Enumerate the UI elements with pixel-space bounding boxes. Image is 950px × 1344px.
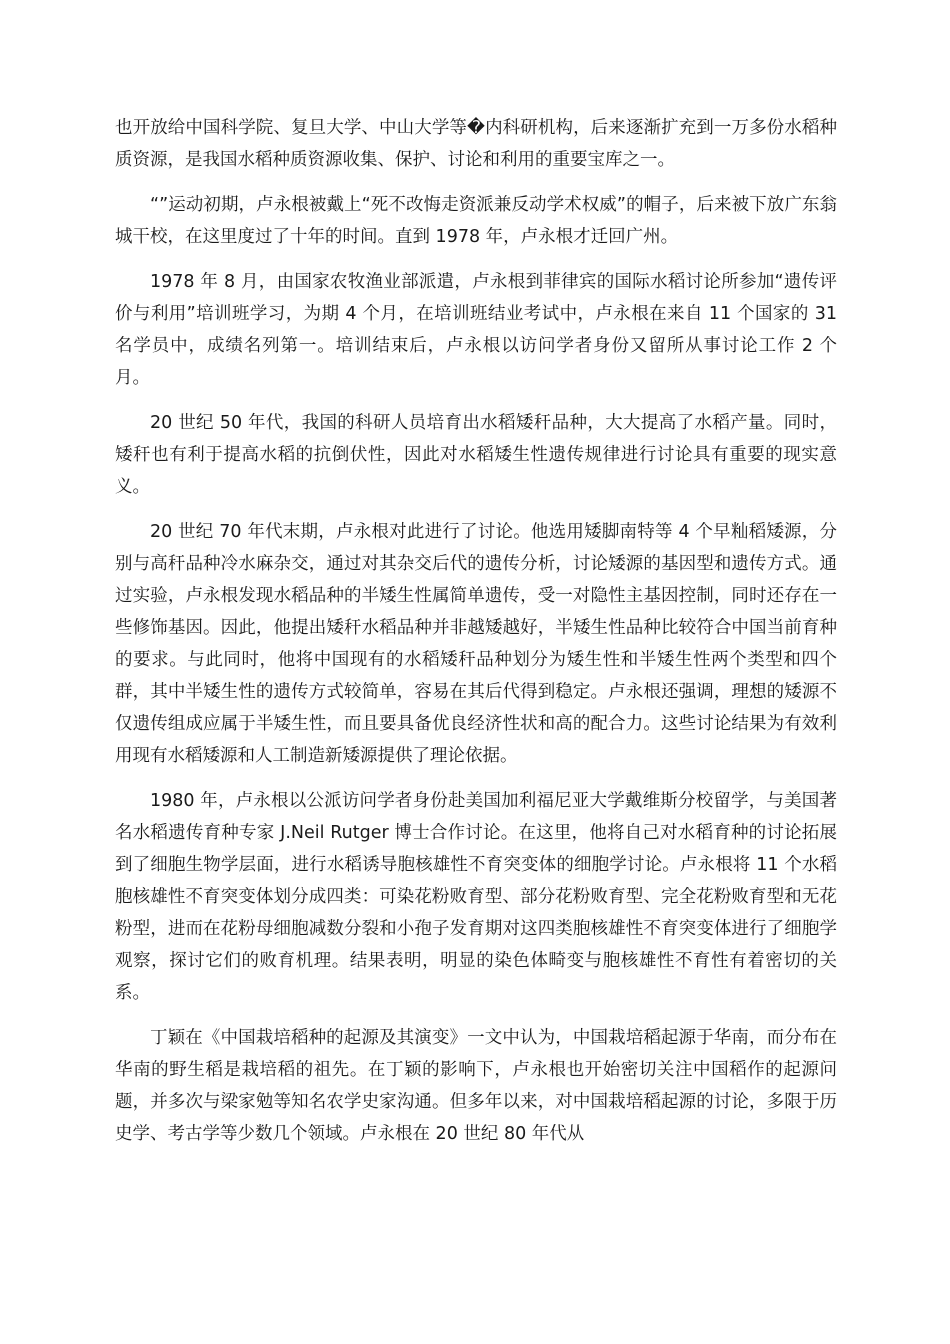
paragraph-5: 20 世纪 70 年代末期，卢永根对此进行了讨论。他选用矮脚南特等 4 个早籼稻矮源，分别与高秆品种冷水麻杂交，通过对其杂交后代的遗传分析，讨论矮源的基因型和遗传方式。通过实验，卢永根发现水稻品种的半矮生性属简单遗传，受一对隐性主基因控制，同时还存在一些修饰基因。因此，他提出矮秆水稻品种并非越矮越好，半矮生性品种比较符合中国当前育种的要求。与此同时，他将中国现有的水稻矮秆品种划分为矮生性和半矮生性两个类型和四个群，其中半矮生性的遗传方式较简单，容易在其后代得到稳定。卢永根还强调，理想的矮源不仅遗传组成应属于半矮生性，而且要具备优良经济性状和高的配合力。这些讨论结果为有效利用现有水稻矮源和人工制造新矮源提供了理论依据。: [115, 522, 837, 766]
paragraph-1: 也开放给中国科学院、复旦大学、中山大学等�内科研机构，后来逐渐扩充到一万多份水稻种质资源，是我国水稻种质资源收集、保护、讨论和利用的重要宝库之一。: [115, 118, 837, 170]
paragraph-3: 1978 年 8 月，由国家农牧渔业部派遣，卢永根到菲律宾的国际水稻讨论所参加“遗传评价与利用”培训班学习，为期 4 个月，在培训班结业考试中，卢永根在来自 11 个国家的 31 名学员中，成绩名列第一。培训结束后，卢永根以访问学者身份又留所从事讨论工作 2 个月。: [115, 272, 837, 388]
paragraph-7: 丁颖在《中国栽培稻种的起源及其演变》一文中认为，中国栽培稻起源于华南，而分布在华南的野生稻是栽培稻的祖先。在丁颖的影响下，卢永根也开始密切关注中国稻作的起源问题，并多次与梁家勉等知名农学史家沟通。但多年以来，对中国栽培稻起源的讨论，多限于历史学、考古学等少数几个领域。卢永根在 20 世纪 80 年代从: [115, 1028, 837, 1144]
paragraph-6: 1980 年，卢永根以公派访问学者身份赴美国加利福尼亚大学戴维斯分校留学，与美国著名水稻遗传育种专家 J.Neil Rutger 博士合作讨论。在这里，他将自己对水稻育种的讨论拓展到了细胞生物学层面，进行水稻诱导胞核雄性不育突变体的细胞学讨论。卢永根将 11 个水稻胞核雄性不育突变体划分成四类：可染花粉败育型、部分花粉败育型、完全花粉败育型和无花粉型，进而在花粉母细胞减数分裂和小孢子发育期对这四类胞核雄性不育突变体进行了细胞学观察，探讨它们的败育机理。结果表明，明显的染色体畸变与胞核雄性不育性有着密切的关系。: [115, 791, 837, 1003]
paragraph-4: 20 世纪 50 年代，我国的科研人员培育出水稻矮秆品种，大大提高了水稻产量。同时，矮秆也有利于提高水稻的抗倒伏性，因此对水稻矮生性遗传规律进行讨论具有重要的现实意义。: [115, 413, 837, 497]
paragraph-2: “”运动初期，卢永根被戴上“死不改悔走资派兼反动学术权威”的帽子，后来被下放广东翁城干校，在这里度过了十年的时间。直到 1978 年，卢永根才迁回广州。: [115, 195, 837, 247]
document-body: [115, 112, 837, 1163]
